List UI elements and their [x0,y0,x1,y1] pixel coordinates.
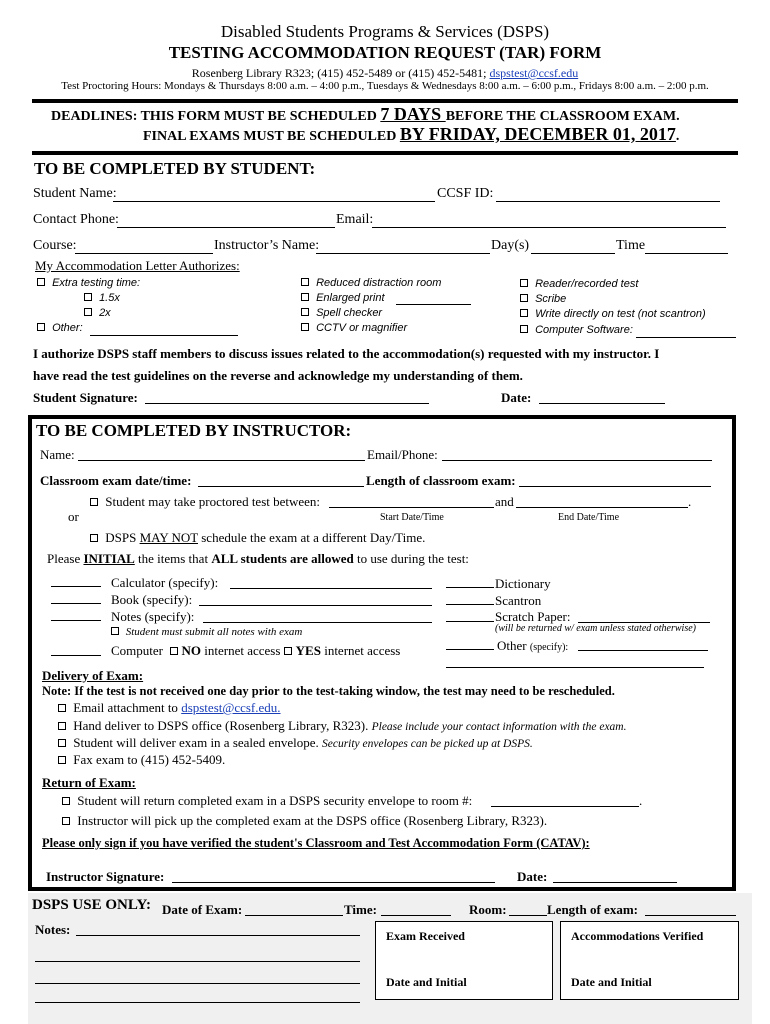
office-notes-line-2[interactable] [35,961,360,962]
enlarged-print-field[interactable] [396,304,471,305]
other-item [497,638,568,654]
calculator-label: Calculator (specify): [111,575,219,590]
spell-checker-option[interactable] [301,307,382,319]
time-1-5x-label: 1.5x [99,292,120,304]
instructor-signature-label: Instructor Signature: [46,869,165,884]
accommodations-verified-box[interactable] [560,921,739,1000]
finals-date: BY FRIDAY, DECEMBER 01, 2017 [399,124,676,144]
cctv-option[interactable] [301,322,407,334]
student-date-field[interactable] [539,403,665,404]
dictionary-label: Dictionary [495,576,551,591]
exam-received-label: Exam Received [386,929,465,943]
student-signature-field[interactable] [145,403,429,404]
office-notes-line-1[interactable] [76,935,360,936]
instructor-date-label: Date: [517,869,548,884]
return-pickup-option[interactable] [62,813,547,829]
exam-length-field[interactable] [519,486,711,487]
reader-option[interactable] [520,278,638,290]
no-internet-label: NO [181,643,201,658]
time-field[interactable] [645,253,728,254]
other-label: Other: [52,322,83,334]
computer-initial-field[interactable] [51,655,101,656]
scribe-option[interactable] [520,293,566,305]
delivery-student-label: Student will deliver exam in a sealed envelope. [73,735,322,750]
time-2x-label: 2x [99,307,111,319]
end-datetime-field[interactable] [516,507,688,508]
checkbox-icon[interactable] [58,756,66,764]
checkbox-icon[interactable] [84,293,92,301]
delivery-heading: Delivery of Exam: [42,668,144,683]
return-period: . [639,793,643,808]
student-name-label: Student Name: [33,186,117,201]
student-name-field[interactable] [113,201,435,202]
enlarged-print-label: Enlarged print [316,292,385,304]
computer-label: Computer [111,643,163,658]
deadline-days: 7 DAYS [380,104,446,124]
authorize-text-1: I authorize DSPS staff members to discuss issues related to the accommodation(s) requested with my instructor. I [33,346,660,361]
deadline-text: DEADLINES: THIS FORM MUST BE SCHEDULED [51,109,381,124]
scratch-paper-label: Scratch Paper: [495,609,571,624]
other-specify-field[interactable] [578,650,708,651]
checkbox-icon[interactable] [58,739,66,747]
checkbox-icon[interactable] [84,308,92,316]
may-not-u: MAY NOT [139,530,198,545]
instructor-email-field[interactable] [442,460,712,461]
instructor-date-field[interactable] [553,882,677,883]
scantron-label: Scantron [495,593,542,608]
calculator-initial-field[interactable] [51,586,101,587]
initial-a: Please [47,551,84,566]
proctored-between-option[interactable] [90,494,320,510]
finals-text: FINAL EXAMS MUST BE SCHEDULED [143,129,400,144]
days-label: Day(s) [491,238,530,253]
may-not-a: DSPS [105,530,140,545]
office-room-field[interactable] [509,915,547,916]
delivery-hand-note: Please include your contact information with the exam. [371,721,627,733]
delivery-fax-option[interactable] [58,752,225,768]
instructor-signature-field[interactable] [172,882,495,883]
yes-internet-suffix: internet access [320,643,401,658]
accommodations-verified-date-initial: Date and Initial [571,975,652,989]
days-field[interactable] [531,253,615,254]
office-use-heading: DSPS USE ONLY: [32,897,151,913]
instructor-name-label: Name: [40,447,75,462]
checkbox-icon[interactable] [301,308,309,316]
checkbox-icon[interactable] [111,627,119,635]
office-room-label: Room: [469,902,507,917]
scantron-initial-field[interactable] [446,604,494,605]
student-date-label: Date: [501,390,532,405]
write-on-test-label: Write directly on test (not scantron) [535,308,706,320]
student-signature-label: Student Signature: [33,390,138,405]
scratch-initial-field[interactable] [446,621,494,622]
checkbox-icon[interactable] [301,278,309,286]
initial-instructions [47,551,469,567]
cctv-label: CCTV or magnifier [316,322,408,334]
header-rule [32,99,738,103]
spell-checker-label: Spell checker [316,307,383,319]
proctoring-hours: Test Proctoring Hours: Mondays & Thursdays 8:00 a.m. – 4:00 p.m., Tuesdays & Wednesdays 8:00 a.m. – 6:00 p.m., Fridays 8:00 a.m. – 2:00 p.m. [61,80,709,92]
delivery-email-label: Email attachment to [73,700,182,715]
checkbox-icon[interactable] [58,704,66,712]
period: . [688,494,692,509]
proctored-between-label: Student may take proctored test between: [105,494,321,509]
office-date-label: Date of Exam: [162,902,243,917]
contact-line [0,66,770,81]
write-on-test-option[interactable] [520,308,706,320]
deadline-text-end: BEFORE THE CLASSROOM EXAM. [445,109,680,124]
accommodations-verified-label: Accommodations Verified [571,929,704,943]
checkbox-icon[interactable] [37,323,45,331]
scribe-label: Scribe [535,293,567,305]
other-option[interactable] [37,322,83,334]
return-student-option[interactable] [62,793,472,809]
checkbox-icon[interactable] [520,279,528,287]
instructor-name-field[interactable] [316,253,490,254]
checkbox-icon[interactable] [58,722,66,730]
book-label: Book (specify): [111,592,193,607]
checkbox-icon[interactable] [37,278,45,286]
org-name: Disabled Students Programs & Services (DSPS) [220,22,550,41]
other-field[interactable] [90,335,238,336]
may-not-b: schedule the exam at a different Day/Time. [197,530,426,545]
instructor-name-label: Instructor’s Name: [214,238,320,253]
computer-internet-options [111,643,400,659]
end-datetime-caption: End Date/Time [558,512,620,523]
ccsf-id-field[interactable] [496,201,720,202]
deadline-line-1 [51,104,680,125]
scratch-paper-note: (will be returned w/ exam unless stated otherwise) [495,623,696,634]
initial-b: the items that [134,551,212,566]
and-label: and [495,494,514,509]
submit-notes-label: Student must submit all notes with exam [125,626,303,638]
computer-software-label: Computer Software: [535,324,633,336]
yes-internet-checkbox[interactable] [284,647,292,655]
contact-email-link[interactable]: dspstest@ccsf.edu [489,66,579,80]
notes-initial-field[interactable] [51,620,101,621]
instructor-email-label: Email/Phone: [367,447,438,462]
notes-specify-field[interactable] [203,622,432,623]
other-extra-field[interactable] [446,667,704,668]
no-internet-checkbox[interactable] [170,647,178,655]
other-initial-field[interactable] [446,649,494,650]
delivery-student-option[interactable] [58,735,533,751]
form-title: TESTING ACCOMMODATION REQUEST (TAR) FORM [168,43,602,62]
exam-length-label: Length of classroom exam: [366,473,516,488]
other-item-label: Other [497,638,527,653]
return-student-label: Student will return completed exam in a DSPS security envelope to room #: [77,793,473,808]
student-email-field[interactable] [372,227,726,228]
checkbox-icon[interactable] [301,323,309,331]
extra-time-option[interactable] [37,277,140,289]
calculator-specify-field[interactable] [230,588,432,589]
notes-label: Notes (specify): [111,609,195,624]
computer-software-field[interactable] [636,337,736,338]
office-time-label: Time: [344,902,377,917]
delivery-email-option[interactable] [58,700,281,716]
accommodation-authorizes: My Accommodation Letter Authorizes: [35,258,240,273]
exam-received-box[interactable] [375,921,553,1000]
delivery-student-note: Security envelopes can be picked up at DSPS. [321,738,533,750]
office-notes-line-3[interactable] [35,983,360,984]
contact-phone-field[interactable] [117,227,335,228]
time-1-5x-option[interactable] [84,292,120,304]
reduced-distraction-option[interactable] [301,277,441,289]
office-length-field[interactable] [645,915,736,916]
finals-period: . [675,129,680,144]
exam-datetime-label: Classroom exam date/time: [40,473,192,488]
course-label: Course: [33,238,77,253]
initial-c: ALL students are allowed [211,551,354,566]
checkbox-icon[interactable] [520,294,528,302]
deadline-rule [32,151,738,155]
start-datetime-caption: Start Date/Time [380,512,444,523]
book-initial-field[interactable] [51,603,101,604]
computer-software-option[interactable] [520,324,633,336]
office-notes-line-4[interactable] [35,1002,360,1003]
checkbox-icon[interactable] [520,325,528,333]
checkbox-icon[interactable] [520,309,528,317]
deadline-line-2 [143,124,679,145]
no-internet-suffix: internet access [201,643,281,658]
student-email-label: Email: [336,212,374,227]
checkbox-icon[interactable] [62,817,70,825]
return-pickup-label: Instructor will pick up the completed exam at the DSPS office (Rosenberg Library, R323). [77,813,548,828]
office-length-label: Length of exam: [547,902,638,917]
reader-label: Reader/recorded test [535,278,639,290]
time-2x-option[interactable] [84,307,111,319]
delivery-note: Note: If the test is not received one day prior to the test-taking window, the test may need to be rescheduled. [42,684,615,698]
or-label: or [68,509,79,524]
checkbox-icon[interactable] [90,498,98,506]
book-specify-field[interactable] [199,605,432,606]
checkbox-icon[interactable] [62,797,70,805]
instructor-heading: TO BE COMPLETED BY INSTRUCTOR: [36,421,352,440]
course-field[interactable] [75,253,213,254]
student-heading: TO BE COMPLETED BY STUDENT: [34,159,316,178]
contact-phone-label: Contact Phone: [33,212,119,227]
reduced-distraction-label: Reduced distraction room [316,277,442,289]
return-heading: Return of Exam: [42,775,136,790]
sign-verification-note: Please only sign if you have verified the student's Classroom and Test Accommodation Form (CATAV): [42,836,590,850]
exam-datetime-field[interactable] [198,486,364,487]
checkbox-icon[interactable] [90,534,98,542]
authorize-text-2: have read the test guidelines on the reverse and acknowledge my understanding of them. [33,368,523,383]
initial-d: to use during the test: [353,551,469,566]
contact-text: Rosenberg Library R323; (415) 452-5489 or (415) 452-5481; [191,66,490,80]
dictionary-initial-field[interactable] [446,587,494,588]
checkbox-icon[interactable] [301,293,309,301]
delivery-hand-label: Hand deliver to DSPS office (Rosenberg Library, R323). [73,718,372,733]
instructor-name-field[interactable] [78,460,365,461]
return-room-field[interactable] [491,806,639,807]
office-time-field[interactable] [381,915,451,916]
submit-notes-option[interactable] [111,626,302,638]
time-label: Time [616,238,646,253]
office-date-field[interactable] [245,915,343,916]
enlarged-print-option[interactable] [301,292,385,304]
start-datetime-field[interactable] [329,507,494,508]
extra-time-label: Extra testing time: [52,277,141,289]
delivery-email-link[interactable]: dspstest@ccsf.edu. [181,700,281,715]
delivery-hand-option[interactable] [58,718,626,734]
yes-internet-label: YES [295,643,321,658]
other-specify-label: (specify): [529,642,569,653]
initial-u: INITIAL [83,551,135,566]
office-notes-label: Notes: [35,922,71,937]
delivery-fax-label: Fax exam to (415) 452-5409. [73,752,226,767]
exam-received-date-initial: Date and Initial [386,975,467,989]
ccsf-id-label: CCSF ID: [437,186,494,201]
may-not-schedule-option[interactable] [90,530,425,546]
